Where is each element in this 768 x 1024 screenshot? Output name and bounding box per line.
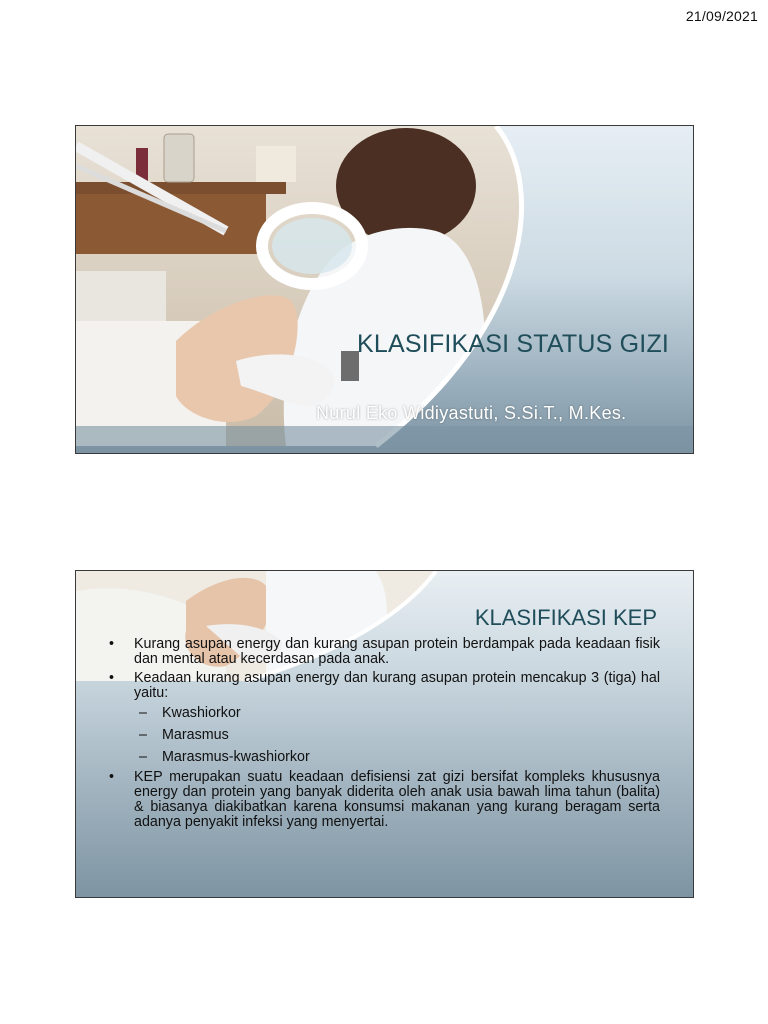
bullet-marker: • (109, 636, 115, 652)
bullet-item (106, 770, 660, 830)
bullet-text: Kurang asupan energy dan kurang asupan protein berdampak pada keadaan fisik dan mental atau kecerdasan pada anak. (134, 636, 660, 667)
slide-title-page (75, 125, 694, 454)
sub-item (106, 748, 660, 767)
sub-text: Kwashiorkor (162, 705, 241, 721)
print-date: 21/09/2021 (685, 8, 758, 24)
bullet-text: Keadaan kurang asupan energy dan kurang asupan protein mencakup 3 (tiga) hal yaitu: (134, 670, 660, 701)
sub-marker: – (139, 727, 147, 743)
sub-item (106, 726, 660, 745)
slide-body (106, 637, 660, 834)
bullet-item (106, 637, 660, 667)
bullet-marker: • (109, 769, 115, 785)
bullet-marker: • (109, 670, 115, 686)
sub-text: Marasmus (162, 727, 229, 743)
sub-item (106, 704, 660, 723)
sub-text: Marasmus-kwashiorkor (162, 749, 310, 765)
bullet-text: KEP merupakan suatu keadaan defisiensi zat gizi bersifat kompleks khususnya energy dan protein yang banyak diderita oleh anak usia bawah lima tahun (balita) & biasanya diakibatkan karena konsumsi makanan yang kurang beragam serta adanya penyakit infeksi yang menyertai. (134, 769, 660, 830)
slide-title: KLASIFIKASI STATUS GIZI (357, 330, 670, 358)
slide-klasifikasi-kep (75, 570, 694, 898)
sub-marker: – (139, 705, 147, 721)
slide-title: KLASIFIKASI KEP (474, 605, 657, 630)
sub-marker: – (139, 749, 147, 765)
presenter-name: Nurul Eko Widiyastuti, S.Si.T., M.Kes. (316, 403, 627, 423)
bullet-item (106, 671, 660, 701)
